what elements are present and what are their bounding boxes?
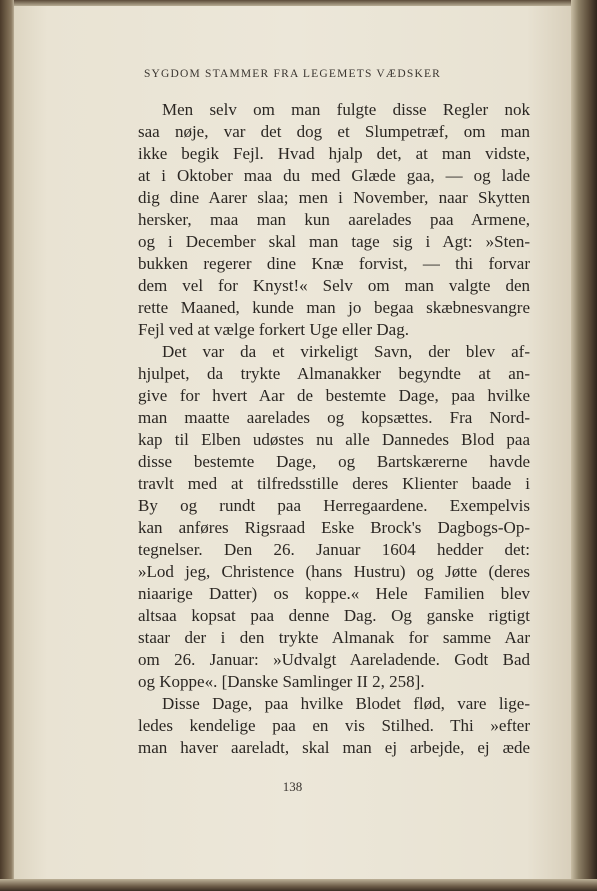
text-line: ikke begik Fejl. Hvad hjalp det, at man vidste, (138, 144, 530, 163)
text-line: Fejl ved at vælge forkert Uge eller Dag. (138, 320, 409, 339)
book-bottom-edge (0, 879, 597, 891)
text-line: og Koppe«. [Danske Samlinger II 2, 258]. (138, 672, 425, 691)
text-line: kap til Elben udøstes nu alle Dannedes Blod paa (138, 430, 530, 449)
book-page (14, 6, 571, 879)
text-line: hjulpet, da trykte Almanakker begyndte at an- (138, 364, 530, 383)
body-text (138, 99, 530, 759)
text-line: ledes kendelige paa en vis Stilhed. Thi »efter (138, 716, 530, 735)
text-line: man haver aareladt, skal man ej arbejde, ej æde (138, 738, 530, 757)
text-line: man maatte aarelades og kopsættes. Fra Nord- (138, 408, 530, 427)
text-line: kan anføres Rigsraad Eske Brock's Dagbogs-Op- (138, 518, 530, 537)
page-number: 138 (282, 779, 303, 794)
text-line: travlt med at tilfredsstille deres Klienter baade i (138, 474, 530, 493)
text-line: og i December skal man tage sig i Agt: »Sten- (138, 232, 530, 251)
book-spine-edge (0, 0, 14, 891)
text-line: niaarige Datter) os koppe.« Hele Familien blev (138, 584, 530, 603)
text-line: dig dine Aarer slaa; men i November, naar Skytten (138, 188, 530, 207)
text-line: staar der i den trykte Almanak for samme Aar (138, 628, 530, 647)
text-line: give for hvert Aar de bestemte Dage, paa hvilke (138, 386, 530, 405)
text-line: »Lod jeg, Christence (hans Hustru) og Jøtte (deres (138, 562, 530, 581)
text-line: rette Maaned, kunde man jo begaa skæbnesvangre (138, 298, 530, 317)
text-line: dem vel for Knyst!« Selv om man valgte den (138, 276, 530, 295)
running-head: SYGDOM STAMMER FRA LEGEMETS VÆDSKER (143, 68, 442, 80)
text-line: saa nøje, var det dog et Slumpetræf, om man (138, 122, 530, 141)
text-line: altsaa kopsat paa denne Dag. Og ganske rigtigt (138, 606, 530, 625)
text-line: disse bestemte Dage, og Bartskærerne havde (138, 452, 530, 471)
text-line: tegnelser. Den 26. Januar 1604 hedder det: (138, 540, 530, 559)
text-line: at i Oktober maa du med Glæde gaa, — og lade (138, 166, 530, 185)
text-line: bukken regerer dine Knæ forvist, — thi forvar (138, 254, 530, 273)
text-line: om 26. Januar: »Udvalgt Aareladende. Godt Bad (138, 650, 530, 669)
text-line: Disse Dage, paa hvilke Blodet flød, vare lige- (162, 694, 530, 713)
book-page-edges (571, 0, 597, 891)
text-line: Men selv om man fulgte disse Regler nok (162, 100, 530, 119)
text-line: By og rundt paa Herregaardene. Exempelvis (138, 496, 530, 515)
text-line: hersker, maa man kun aarelades paa Armene, (138, 210, 530, 229)
text-line: Det var da et virkeligt Savn, der blev af- (162, 342, 530, 361)
